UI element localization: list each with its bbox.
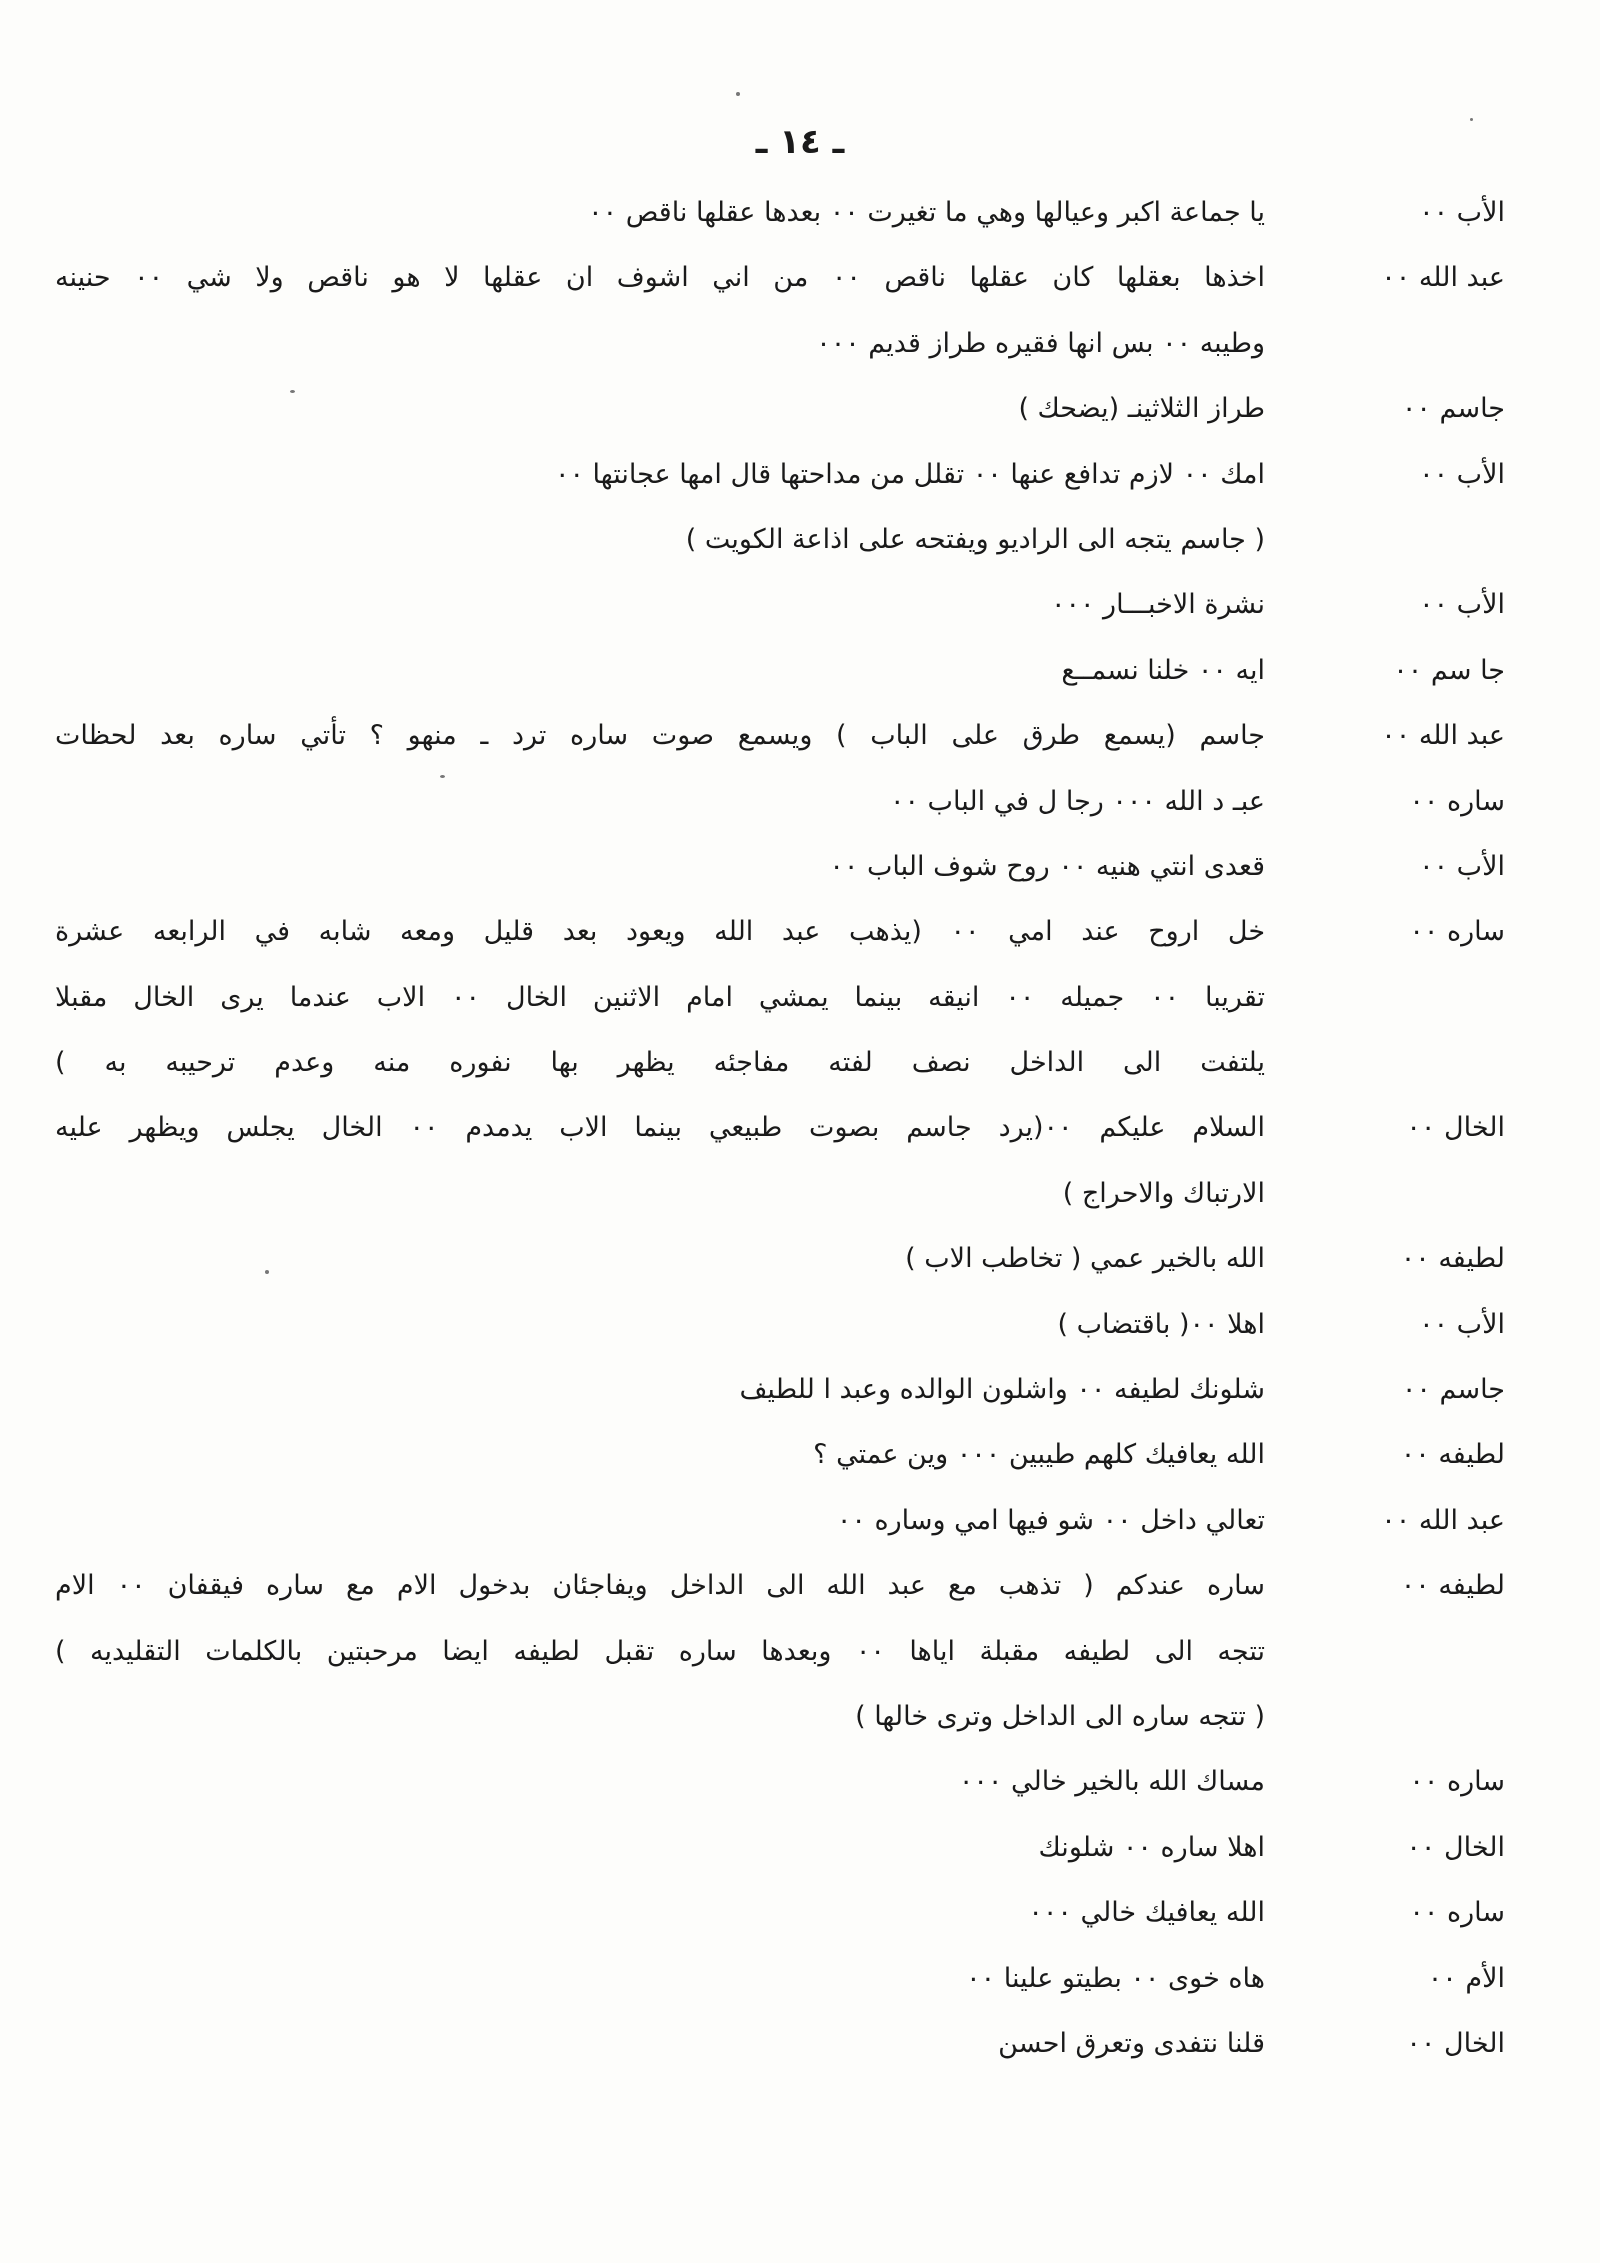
speaker-name: جاسم ٠٠ xyxy=(1401,393,1505,425)
speaker-name: الأب ٠٠ xyxy=(1419,850,1505,882)
dialogue-line xyxy=(55,2011,1505,2076)
dialogue-text: ( جاسم يتجه الى الراديو ويفتحه على اذاعة الكويت ) xyxy=(685,523,1265,555)
dialogue-line xyxy=(55,180,1505,245)
dialogue-line xyxy=(55,507,1505,572)
dialogue-text: امك ٠٠ لازم تدافع عنها ٠٠ تقلل من مداحتها قال امها عجانتها ٠٠ xyxy=(554,458,1265,490)
dialogue-text: يلتفت الى الداخل نصف لفته مفاجئه يظهر بها نفوره منه وعدم ترحيبه به ) xyxy=(55,1047,1265,1079)
dialogue-text: اهلا ساره ٠٠ شلونك xyxy=(1038,1831,1265,1863)
dialogue-text: خل اروح عند امي ٠٠ (يذهب عبد الله ويعود بعد قليل ومعه شابه في الرابعه عشرة xyxy=(55,916,1265,948)
dialogue-text: نشرة الاخبـــار ٠٠٠ xyxy=(1050,589,1265,621)
dialogue-line xyxy=(55,1357,1505,1422)
dialogue-line xyxy=(55,899,1505,964)
dialogue-text: ايه ٠٠ خلنا نسمــع xyxy=(1061,654,1265,686)
dialogue-line xyxy=(55,1488,1505,1553)
dialogue-line xyxy=(55,1292,1505,1357)
dialogue-line xyxy=(55,965,1505,1030)
speaker-name: الأب ٠٠ xyxy=(1419,589,1505,621)
dialogue-line xyxy=(55,1422,1505,1487)
dialogue-text: جاسم (يسمع طرق على الباب ) ويسمع صوت ساره ترد ـ منهو ؟ تأتي ساره بعد لحظات xyxy=(55,720,1265,752)
scan-speck xyxy=(290,390,295,393)
dialogue-text: تعالي داخل ٠٠ شو فيها امي وساره ٠٠ xyxy=(836,1504,1265,1536)
dialogue-line xyxy=(55,638,1505,703)
dialogue-line xyxy=(55,834,1505,899)
dialogue-text: الله بالخير عمي ( تخاطب الاب ) xyxy=(905,1243,1265,1275)
dialogue-text: اخذها بعقلها كان عقلها ناقص ٠٠ من اني اشوف ان عقلها لا هو ناقص ولا شي ٠٠ حنينه xyxy=(55,262,1265,294)
speaker-name: عبد الله ٠٠ xyxy=(1381,262,1505,294)
dialogue-line xyxy=(55,376,1505,441)
scan-speck xyxy=(440,775,445,778)
page-number: ـ ١٤ ـ xyxy=(755,122,845,162)
speaker-name: ساره ٠٠ xyxy=(1409,916,1505,948)
speaker-name: عبد الله ٠٠ xyxy=(1381,1504,1505,1536)
dialogue-line xyxy=(55,311,1505,376)
dialogue-text: الله يعافيك كلهم طيبين ٠٠٠ وين عمتي ؟ xyxy=(813,1439,1265,1471)
scan-speck xyxy=(1470,118,1473,121)
dialogue-text: ساره عندكم ( تذهب مع عبد الله الى الداخل ويفاجئان بدخول الام مع ساره فيقفان ٠٠ الام xyxy=(55,1570,1265,1602)
scan-speck xyxy=(265,1270,269,1274)
dialogue-line xyxy=(55,1815,1505,1880)
speaker-name: الأب ٠٠ xyxy=(1419,458,1505,490)
dialogue-text: ( تتجه ساره الى الداخل وترى خالها ) xyxy=(855,1700,1265,1732)
dialogue-text: تتجه الى لطيفه مقبلة اياها ٠٠ وبعدها ساره تقبل لطيفه ايضا مرحبتين بالكلمات التقليديه ) xyxy=(55,1635,1265,1667)
speaker-name: الأب ٠٠ xyxy=(1419,1308,1505,1340)
speaker-name: الخال ٠٠ xyxy=(1406,1112,1505,1144)
scan-speck xyxy=(736,92,740,96)
dialogue-text: شلونك لطيفه ٠٠ واشلون الوالده وعبد ا للطيف xyxy=(739,1374,1265,1406)
speaker-name: ساره ٠٠ xyxy=(1409,785,1505,817)
speaker-name: لطيفه ٠٠ xyxy=(1400,1439,1505,1471)
dialogue-line xyxy=(55,1619,1505,1684)
dialogue-text: وطيبه ٠٠ بس انها فقيره طراز قديم ٠٠٠ xyxy=(816,327,1265,359)
dialogue-text: مساك الله بالخير خالي ٠٠٠ xyxy=(958,1766,1265,1798)
speaker-name: ساره ٠٠ xyxy=(1409,1766,1505,1798)
dialogue-line xyxy=(55,245,1505,310)
dialogue-line xyxy=(55,1946,1505,2011)
script-body xyxy=(55,180,1505,2076)
speaker-name: جا سم ٠٠ xyxy=(1393,654,1505,686)
dialogue-text: هاه خوى ٠٠ بطيتو علينا ٠٠ xyxy=(966,1962,1265,1994)
speaker-name: ساره ٠٠ xyxy=(1409,1897,1505,1929)
dialogue-line xyxy=(55,442,1505,507)
dialogue-text: اهلا ٠٠( باقتضاب ) xyxy=(1057,1308,1265,1340)
dialogue-line xyxy=(55,703,1505,768)
dialogue-line xyxy=(55,1030,1505,1095)
dialogue-line xyxy=(55,1553,1505,1618)
speaker-name: الخال ٠٠ xyxy=(1406,2027,1505,2059)
dialogue-text: الارتباك والاحراج ) xyxy=(1062,1177,1265,1209)
speaker-name: جاسم ٠٠ xyxy=(1401,1374,1505,1406)
speaker-name: لطيفه ٠٠ xyxy=(1400,1570,1505,1602)
dialogue-text: عبـ د الله ٠٠٠ رجا ل في الباب ٠٠ xyxy=(889,785,1265,817)
dialogue-text: السلام عليكم ٠٠(يرد جاسم بصوت طبيعي بينما الاب يدمدم ٠٠ الخال يجلس ويظهر عليه xyxy=(55,1112,1265,1144)
speaker-name: الأب ٠٠ xyxy=(1419,197,1505,228)
dialogue-line xyxy=(55,1095,1505,1160)
speaker-name: لطيفه ٠٠ xyxy=(1400,1243,1505,1275)
dialogue-line xyxy=(55,1749,1505,1814)
speaker-name: الأم ٠٠ xyxy=(1427,1962,1505,1994)
dialogue-line xyxy=(55,1161,1505,1226)
dialogue-text: الله يعافيك خالي ٠٠٠ xyxy=(1028,1897,1265,1929)
dialogue-line xyxy=(55,572,1505,637)
speaker-name: عبد الله ٠٠ xyxy=(1381,720,1505,752)
dialogue-text: قعدى انتي هنيه ٠٠ روح شوف الباب ٠٠ xyxy=(829,850,1265,882)
dialogue-line xyxy=(55,1684,1505,1749)
dialogue-text: تقريبا ٠٠ جميله ٠٠ انيقه بينما يمشي امام الاثنين الخال ٠٠ الاب عندما يرى الخال مقبلا xyxy=(55,981,1265,1013)
speaker-name: الخال ٠٠ xyxy=(1406,1831,1505,1863)
dialogue-line xyxy=(55,1880,1505,1945)
dialogue-text: طراز الثلاثينـ (يضحك ) xyxy=(1018,393,1265,425)
dialogue-text: قلنا نتفدى وتعرق احسن xyxy=(998,2027,1265,2059)
dialogue-line xyxy=(55,1226,1505,1291)
dialogue-text: يا جماعة اكبر وعيالها وهي ما تغيرت ٠٠ بعدها عقلها ناقص ٠٠ xyxy=(588,197,1265,228)
dialogue-line xyxy=(55,769,1505,834)
